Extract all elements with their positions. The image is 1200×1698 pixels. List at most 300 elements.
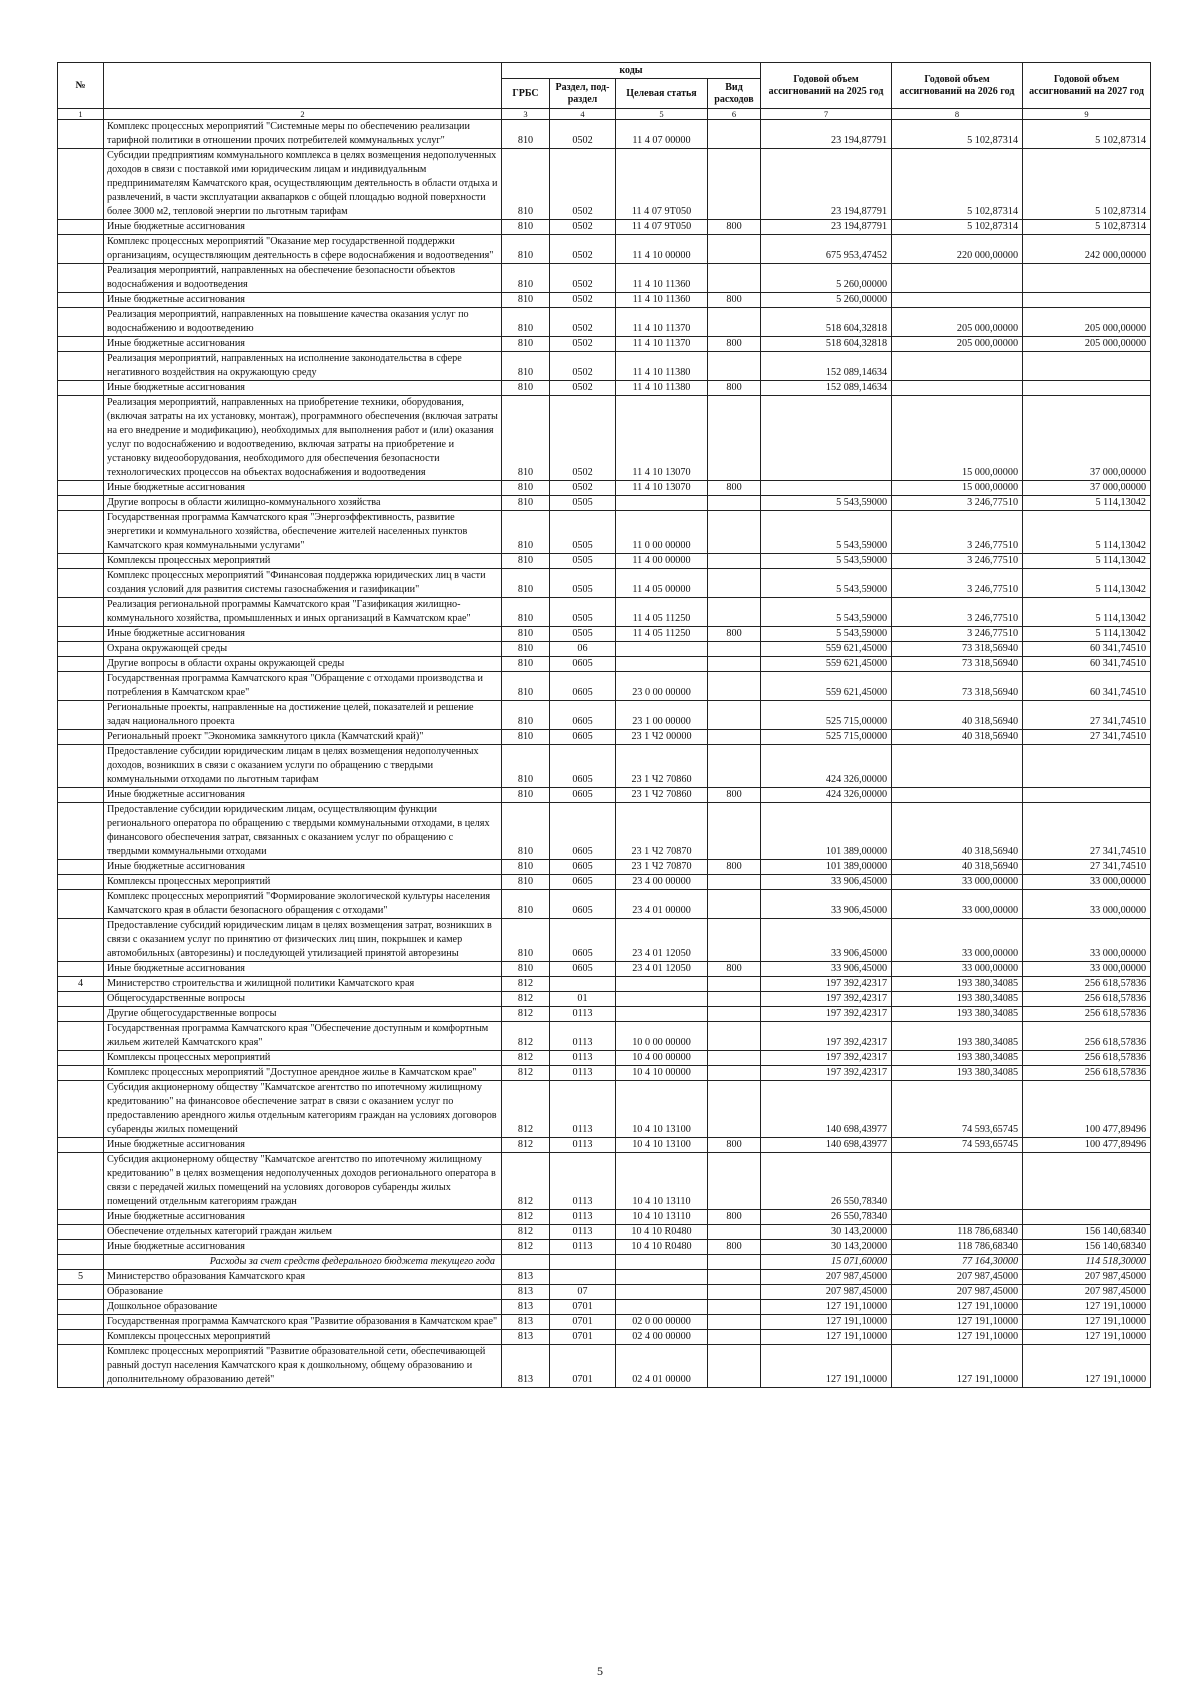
expense-type-code <box>708 875 761 890</box>
amount-2025: 33 906,45000 <box>761 962 892 977</box>
target-article-code: 11 4 10 13070 <box>616 481 708 496</box>
amount-2025: 197 392,42317 <box>761 1066 892 1081</box>
amount-2027 <box>1023 1153 1151 1210</box>
grbs-code: 810 <box>502 860 550 875</box>
target-article-code: 23 1 00 00000 <box>616 701 708 730</box>
amount-2026: 193 380,34085 <box>892 992 1023 1007</box>
table-row <box>58 496 1151 511</box>
amount-2026: 77 164,30000 <box>892 1255 1023 1270</box>
target-article-code: 11 4 10 13070 <box>616 396 708 481</box>
expense-type-code <box>708 569 761 598</box>
target-article-code <box>616 1007 708 1022</box>
table-row <box>58 235 1151 264</box>
amount-2027: 5 114,13042 <box>1023 598 1151 627</box>
amount-2027: 27 341,74510 <box>1023 730 1151 745</box>
grbs-code: 810 <box>502 627 550 642</box>
amount-2027: 127 191,10000 <box>1023 1345 1151 1388</box>
amount-2027: 33 000,00000 <box>1023 962 1151 977</box>
target-article-code <box>616 1300 708 1315</box>
amount-2025: 26 550,78340 <box>761 1153 892 1210</box>
razdel-code: 0502 <box>550 308 616 337</box>
razdel-code: 0505 <box>550 627 616 642</box>
target-article-code: 23 0 00 00000 <box>616 672 708 701</box>
table-row <box>58 1051 1151 1066</box>
amount-2025: 5 260,00000 <box>761 264 892 293</box>
row-number: 5 <box>58 1270 104 1285</box>
grbs-code: 810 <box>502 149 550 220</box>
amount-2025: 5 543,59000 <box>761 627 892 642</box>
grbs-code: 812 <box>502 992 550 1007</box>
grbs-code: 813 <box>502 1330 550 1345</box>
row-name: Региональный проект "Экономика замкнутого цикла (Камчатский край)" <box>104 730 502 745</box>
column-number: 7 <box>761 109 892 120</box>
razdel-code: 01 <box>550 992 616 1007</box>
table-row <box>58 657 1151 672</box>
amount-2026: 5 102,87314 <box>892 120 1023 149</box>
amount-2027: 60 341,74510 <box>1023 642 1151 657</box>
row-number <box>58 627 104 642</box>
target-article-code: 11 4 10 11360 <box>616 293 708 308</box>
amount-2026: 127 191,10000 <box>892 1345 1023 1388</box>
amount-2026: 193 380,34085 <box>892 1007 1023 1022</box>
amount-2025: 518 604,32818 <box>761 337 892 352</box>
target-article-code: 11 4 00 00000 <box>616 554 708 569</box>
row-number <box>58 481 104 496</box>
amount-2025: 5 543,59000 <box>761 511 892 554</box>
target-article-code: 23 1 Ч2 70870 <box>616 803 708 860</box>
amount-2027: 5 114,13042 <box>1023 569 1151 598</box>
target-article-code <box>616 657 708 672</box>
amount-2026: 5 102,87314 <box>892 220 1023 235</box>
amount-2025: 101 389,00000 <box>761 860 892 875</box>
expense-type-code: 800 <box>708 1240 761 1255</box>
razdel-code: 07 <box>550 1285 616 1300</box>
razdel-code: 0605 <box>550 919 616 962</box>
target-article-code: 10 0 00 00000 <box>616 1022 708 1051</box>
amount-2025: 197 392,42317 <box>761 1022 892 1051</box>
amount-2027: 37 000,00000 <box>1023 481 1151 496</box>
row-name: Субсидии предприятиям коммунального комплекса в целях возмещения недополученных доходов в связи с поставкой ими юридическим лицам и индивидуальным предпринимателям Камчатского края, осуществляющим деятельность в области отдыха и развлечений, в части эксплуатации аквапарков с общей площадью водной поверхности более 3000 м2, тепловой энергии по льготным тарифам <box>104 149 502 220</box>
budget-table <box>57 62 1151 1388</box>
expense-type-code: 800 <box>708 1210 761 1225</box>
table-row <box>58 627 1151 642</box>
amount-2026: 40 318,56940 <box>892 803 1023 860</box>
row-number <box>58 1210 104 1225</box>
expense-type-code <box>708 149 761 220</box>
amount-2027: 205 000,00000 <box>1023 337 1151 352</box>
amount-2025: 15 071,60000 <box>761 1255 892 1270</box>
table-row <box>58 1240 1151 1255</box>
row-number: 4 <box>58 977 104 992</box>
amount-2025: 33 906,45000 <box>761 875 892 890</box>
razdel-code: 0701 <box>550 1300 616 1315</box>
row-number <box>58 1022 104 1051</box>
grbs-code: 810 <box>502 701 550 730</box>
row-number <box>58 120 104 149</box>
row-name: Реализация мероприятий, направленных на исполнение законодательства в сфере негативного воздействия на окружающую среду <box>104 352 502 381</box>
razdel-code: 0113 <box>550 1153 616 1210</box>
amount-2025: 23 194,87791 <box>761 220 892 235</box>
expense-type-code <box>708 745 761 788</box>
target-article-code: 23 1 Ч2 00000 <box>616 730 708 745</box>
grbs-code: 810 <box>502 569 550 598</box>
amount-2027: 207 987,45000 <box>1023 1285 1151 1300</box>
row-name: Иные бюджетные ассигнования <box>104 381 502 396</box>
table-header <box>58 63 1151 120</box>
amount-2027: 156 140,68340 <box>1023 1225 1151 1240</box>
amount-2026: 127 191,10000 <box>892 1300 1023 1315</box>
table-row <box>58 788 1151 803</box>
expense-type-code: 800 <box>708 381 761 396</box>
amount-2025: 33 906,45000 <box>761 890 892 919</box>
target-article-code: 11 4 07 9Т050 <box>616 220 708 235</box>
expense-type-code: 800 <box>708 293 761 308</box>
expense-type-code: 800 <box>708 788 761 803</box>
razdel-code: 0605 <box>550 730 616 745</box>
amount-2026: 73 318,56940 <box>892 672 1023 701</box>
header-codes: коды <box>502 63 761 79</box>
amount-2027: 5 114,13042 <box>1023 554 1151 569</box>
table-row <box>58 149 1151 220</box>
expense-type-code: 800 <box>708 860 761 875</box>
amount-2027: 5 102,87314 <box>1023 120 1151 149</box>
razdel-code <box>550 1270 616 1285</box>
grbs-code: 812 <box>502 1051 550 1066</box>
table-row <box>58 1138 1151 1153</box>
row-number <box>58 337 104 352</box>
expense-type-code <box>708 352 761 381</box>
expense-type-code <box>708 396 761 481</box>
amount-2027: 100 477,89496 <box>1023 1081 1151 1138</box>
amount-2027: 256 618,57836 <box>1023 1022 1151 1051</box>
row-number <box>58 672 104 701</box>
amount-2027: 27 341,74510 <box>1023 803 1151 860</box>
razdel-code: 0113 <box>550 1051 616 1066</box>
amount-2027: 5 114,13042 <box>1023 627 1151 642</box>
budget-table-sheet <box>57 62 1150 1388</box>
grbs-code: 810 <box>502 962 550 977</box>
table-row <box>58 1066 1151 1081</box>
amount-2026: 3 246,77510 <box>892 496 1023 511</box>
row-name: Дошкольное образование <box>104 1300 502 1315</box>
razdel-code: 0505 <box>550 569 616 598</box>
amount-2027: 127 191,10000 <box>1023 1330 1151 1345</box>
row-name: Другие общегосударственные вопросы <box>104 1007 502 1022</box>
target-article-code: 10 4 10 00000 <box>616 1066 708 1081</box>
row-name: Комплекс процессных мероприятий "Оказание мер государственной поддержки организациям, осуществляющим деятельность в сфере водоснабжения и водоотведения" <box>104 235 502 264</box>
amount-2026 <box>892 352 1023 381</box>
row-name: Министерство строительства и жилищной политики Камчатского края <box>104 977 502 992</box>
expense-type-code: 800 <box>708 220 761 235</box>
amount-2027: 256 618,57836 <box>1023 1051 1151 1066</box>
table-row <box>58 352 1151 381</box>
row-number <box>58 220 104 235</box>
grbs-code: 810 <box>502 352 550 381</box>
amount-2027: 37 000,00000 <box>1023 396 1151 481</box>
target-article-code: 10 4 10 13110 <box>616 1210 708 1225</box>
expense-type-code <box>708 992 761 1007</box>
expense-type-code <box>708 1255 761 1270</box>
amount-2025: 127 191,10000 <box>761 1330 892 1345</box>
grbs-code: 813 <box>502 1345 550 1388</box>
row-name: Образование <box>104 1285 502 1300</box>
table-row <box>58 554 1151 569</box>
amount-2026: 33 000,00000 <box>892 962 1023 977</box>
amount-2026: 33 000,00000 <box>892 890 1023 919</box>
row-name: Иные бюджетные ассигнования <box>104 293 502 308</box>
razdel-code: 0502 <box>550 149 616 220</box>
amount-2026: 193 380,34085 <box>892 977 1023 992</box>
table-row <box>58 1225 1151 1240</box>
row-name: Другие вопросы в области жилищно-коммунального хозяйства <box>104 496 502 511</box>
expense-type-code <box>708 1330 761 1345</box>
amount-2025: 33 906,45000 <box>761 919 892 962</box>
row-name: Комплекс процессных мероприятий "Системные меры по обеспечению реализации тарифной политики в отношении прочих потребителей коммунальных услуг" <box>104 120 502 149</box>
target-article-code: 10 4 10 13110 <box>616 1153 708 1210</box>
grbs-code: 810 <box>502 235 550 264</box>
amount-2027: 5 114,13042 <box>1023 511 1151 554</box>
target-article-code: 11 4 10 11380 <box>616 381 708 396</box>
row-number <box>58 569 104 598</box>
amount-2025: 559 621,45000 <box>761 672 892 701</box>
expense-type-code <box>708 308 761 337</box>
expense-type-code: 800 <box>708 962 761 977</box>
amount-2025: 127 191,10000 <box>761 1345 892 1388</box>
target-article-code: 11 4 07 9Т050 <box>616 149 708 220</box>
razdel-code: 0605 <box>550 657 616 672</box>
razdel-code: 0505 <box>550 496 616 511</box>
header-num: № <box>58 63 104 109</box>
amount-2025: 197 392,42317 <box>761 1007 892 1022</box>
row-number <box>58 992 104 1007</box>
amount-2027: 5 102,87314 <box>1023 149 1151 220</box>
row-number <box>58 890 104 919</box>
expense-type-code <box>708 1153 761 1210</box>
expense-type-code <box>708 496 761 511</box>
expense-type-code <box>708 1345 761 1388</box>
target-article-code: 10 4 10 R0480 <box>616 1225 708 1240</box>
amount-2025: 140 698,43977 <box>761 1138 892 1153</box>
row-number <box>58 1300 104 1315</box>
amount-2025: 140 698,43977 <box>761 1081 892 1138</box>
grbs-code: 812 <box>502 1022 550 1051</box>
amount-2026: 33 000,00000 <box>892 875 1023 890</box>
grbs-code: 812 <box>502 1240 550 1255</box>
expense-type-code <box>708 1315 761 1330</box>
header-target-article: Целевая статья <box>616 79 708 109</box>
grbs-code: 810 <box>502 220 550 235</box>
row-name: Иные бюджетные ассигнования <box>104 1210 502 1225</box>
row-number <box>58 962 104 977</box>
row-name: Реализация мероприятий, направленных на обеспечение безопасности объектов водоснабжения и водоотведения <box>104 264 502 293</box>
amount-2026: 127 191,10000 <box>892 1315 1023 1330</box>
amount-2025: 559 621,45000 <box>761 657 892 672</box>
expense-type-code <box>708 1081 761 1138</box>
target-article-code: 11 4 10 11380 <box>616 352 708 381</box>
row-name: Иные бюджетные ассигнования <box>104 1240 502 1255</box>
row-number <box>58 657 104 672</box>
table-row <box>58 1345 1151 1388</box>
table-row <box>58 264 1151 293</box>
amount-2026 <box>892 1210 1023 1225</box>
row-number <box>58 598 104 627</box>
header-expense-type: Вид расходов <box>708 79 761 109</box>
row-name: Иные бюджетные ассигнования <box>104 962 502 977</box>
target-article-code <box>616 1270 708 1285</box>
razdel-code: 0502 <box>550 120 616 149</box>
header-2027: Годовой объем ассигнований на 2027 год <box>1023 63 1151 109</box>
amount-2025: 5 543,59000 <box>761 554 892 569</box>
expense-type-code <box>708 977 761 992</box>
target-article-code <box>616 992 708 1007</box>
amount-2026: 3 246,77510 <box>892 569 1023 598</box>
target-article-code: 11 4 10 11360 <box>616 264 708 293</box>
amount-2026: 5 102,87314 <box>892 149 1023 220</box>
razdel-code: 0502 <box>550 481 616 496</box>
row-number <box>58 919 104 962</box>
row-number <box>58 745 104 788</box>
grbs-code: 810 <box>502 788 550 803</box>
column-number: 8 <box>892 109 1023 120</box>
amount-2027: 156 140,68340 <box>1023 1240 1151 1255</box>
target-article-code: 11 4 05 11250 <box>616 627 708 642</box>
table-row <box>58 1255 1151 1270</box>
razdel-code: 0113 <box>550 1066 616 1081</box>
amount-2027: 127 191,10000 <box>1023 1300 1151 1315</box>
row-name: Предоставление субсидии юридическим лицам, осуществляющим функции регионального оператора по обращению с твердыми коммунальными отходами, в целях финансового обеспечения затрат, связанных с оказанием услуг по обращению с твердыми коммунальными отходами <box>104 803 502 860</box>
amount-2026 <box>892 381 1023 396</box>
expense-type-code <box>708 235 761 264</box>
row-name: Предоставление субсидий юридическим лицам в целях возмещения затрат, возникших в связи с оказанием услуг по принятию от физических лиц шин, покрышек и камер автомобильных (авторезины) и последующей утилизацией принятой авторезины <box>104 919 502 962</box>
table-row <box>58 337 1151 352</box>
amount-2027: 256 618,57836 <box>1023 992 1151 1007</box>
amount-2027: 5 114,13042 <box>1023 496 1151 511</box>
amount-2027: 205 000,00000 <box>1023 308 1151 337</box>
target-article-code: 02 0 00 00000 <box>616 1315 708 1330</box>
razdel-code: 0113 <box>550 1240 616 1255</box>
expense-type-code <box>708 1066 761 1081</box>
target-article-code: 10 4 10 13100 <box>616 1081 708 1138</box>
razdel-code <box>550 977 616 992</box>
expense-type-code <box>708 1300 761 1315</box>
row-name: Субсидия акционерному обществу "Камчатское агентство по ипотечному жилищному кредитованию" в целях возмещения недополученных доходов регионального оператора в связи с передачей жилых помещений на условиях договоров субаренды жилых помещений отдельным категориям граждан <box>104 1153 502 1210</box>
razdel-code: 0502 <box>550 337 616 352</box>
grbs-code: 812 <box>502 977 550 992</box>
expense-type-code <box>708 919 761 962</box>
target-article-code: 11 4 10 11370 <box>616 337 708 352</box>
table-row <box>58 919 1151 962</box>
row-name: Иные бюджетные ассигнования <box>104 1138 502 1153</box>
header-2025: Годовой объем ассигнований на 2025 год <box>761 63 892 109</box>
row-number <box>58 860 104 875</box>
amount-2025: 26 550,78340 <box>761 1210 892 1225</box>
row-number <box>58 1051 104 1066</box>
expense-type-code <box>708 672 761 701</box>
amount-2027: 60 341,74510 <box>1023 672 1151 701</box>
table-row <box>58 1330 1151 1345</box>
row-number <box>58 701 104 730</box>
grbs-code: 813 <box>502 1285 550 1300</box>
amount-2026: 33 000,00000 <box>892 919 1023 962</box>
row-number <box>58 1315 104 1330</box>
amount-2025: 5 543,59000 <box>761 569 892 598</box>
table-row <box>58 1081 1151 1138</box>
row-name: Другие вопросы в области охраны окружающей среды <box>104 657 502 672</box>
table-row <box>58 803 1151 860</box>
amount-2025: 675 953,47452 <box>761 235 892 264</box>
amount-2025: 197 392,42317 <box>761 977 892 992</box>
table-row <box>58 1270 1151 1285</box>
grbs-code: 810 <box>502 890 550 919</box>
grbs-code: 810 <box>502 657 550 672</box>
row-name: Предоставление субсидии юридическим лицам в целях возмещения недополученных доходов, возникших в связи с оказанием услуги по обращению с твердыми коммунальными отходами по льготным тарифам <box>104 745 502 788</box>
razdel-code: 0113 <box>550 1081 616 1138</box>
table-row <box>58 1315 1151 1330</box>
amount-2027: 100 477,89496 <box>1023 1138 1151 1153</box>
table-row <box>58 890 1151 919</box>
razdel-code: 0502 <box>550 352 616 381</box>
amount-2027: 33 000,00000 <box>1023 875 1151 890</box>
expense-type-code <box>708 1022 761 1051</box>
amount-2027 <box>1023 381 1151 396</box>
row-name: Охрана окружающей среды <box>104 642 502 657</box>
amount-2026: 73 318,56940 <box>892 642 1023 657</box>
grbs-code: 812 <box>502 1081 550 1138</box>
table-row <box>58 1285 1151 1300</box>
table-row <box>58 672 1151 701</box>
row-name: Государственная программа Камчатского края "Обеспечение доступным и комфортным жильем жителей Камчатского края" <box>104 1022 502 1051</box>
target-article-code <box>616 642 708 657</box>
razdel-code: 0505 <box>550 554 616 569</box>
grbs-code: 810 <box>502 264 550 293</box>
row-number <box>58 1240 104 1255</box>
row-number <box>58 642 104 657</box>
table-row <box>58 992 1151 1007</box>
row-number <box>58 1066 104 1081</box>
grbs-code: 810 <box>502 554 550 569</box>
table-row <box>58 1007 1151 1022</box>
table-row <box>58 860 1151 875</box>
amount-2025: 152 089,14634 <box>761 352 892 381</box>
amount-2026: 193 380,34085 <box>892 1022 1023 1051</box>
table-row <box>58 875 1151 890</box>
row-number <box>58 730 104 745</box>
amount-2026: 40 318,56940 <box>892 730 1023 745</box>
row-name: Комплекс процессных мероприятий "Формирование экологической культуры населения Камчатского края в области безопасного обращения с отходами" <box>104 890 502 919</box>
table-row <box>58 481 1151 496</box>
amount-2027: 256 618,57836 <box>1023 1066 1151 1081</box>
amount-2025: 30 143,20000 <box>761 1225 892 1240</box>
razdel-code: 0113 <box>550 1022 616 1051</box>
row-number <box>58 511 104 554</box>
target-article-code: 23 1 Ч2 70860 <box>616 745 708 788</box>
amount-2026 <box>892 1153 1023 1210</box>
header-2026: Годовой объем ассигнований на 2026 год <box>892 63 1023 109</box>
grbs-code: 812 <box>502 1225 550 1240</box>
razdel-code: 0605 <box>550 890 616 919</box>
row-number <box>58 496 104 511</box>
row-number <box>58 149 104 220</box>
amount-2026: 127 191,10000 <box>892 1330 1023 1345</box>
page-number: 5 <box>597 1664 603 1678</box>
expense-type-code <box>708 598 761 627</box>
razdel-code: 0502 <box>550 264 616 293</box>
amount-2025: 23 194,87791 <box>761 149 892 220</box>
grbs-code: 813 <box>502 1315 550 1330</box>
grbs-code: 810 <box>502 337 550 352</box>
row-number <box>58 264 104 293</box>
target-article-code: 02 4 01 00000 <box>616 1345 708 1388</box>
